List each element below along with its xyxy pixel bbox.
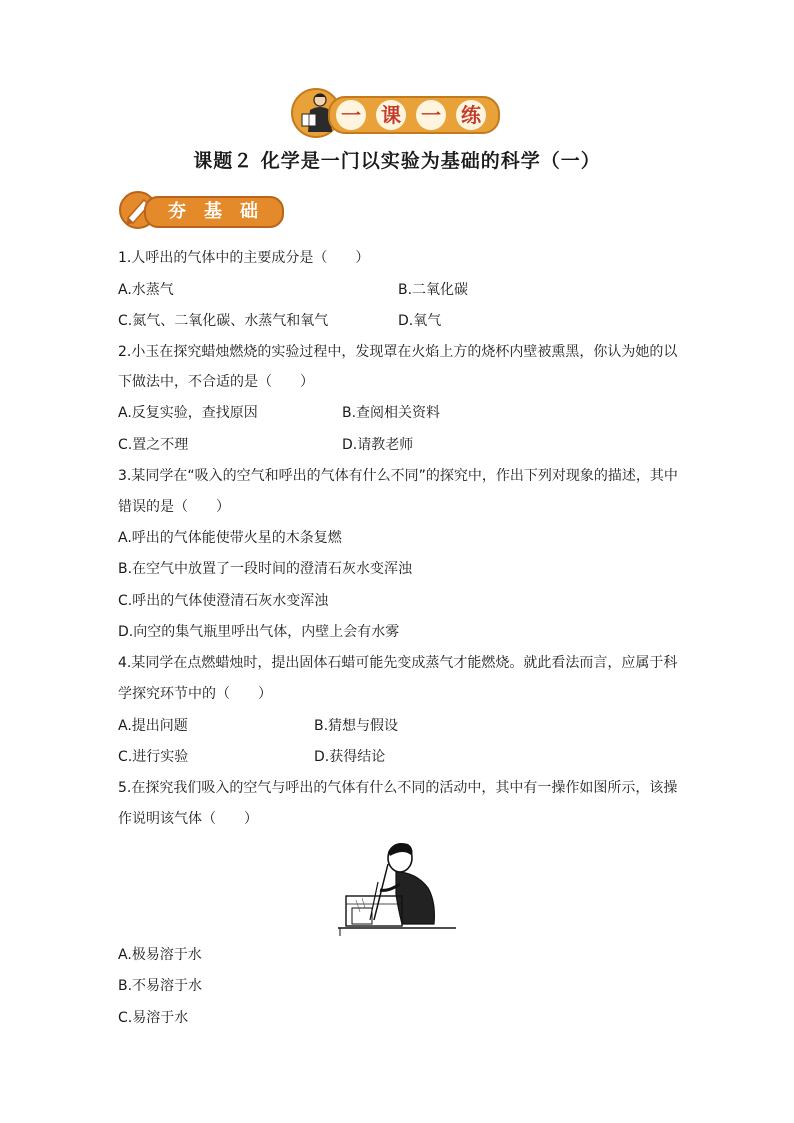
question-stem: 作说明该气体（ ）	[118, 811, 258, 827]
option-b: B.不易溶于水	[118, 978, 203, 994]
banner-bar	[328, 96, 500, 134]
option-b: B.猜想与假设	[314, 718, 399, 734]
option-c: C.置之不理	[118, 437, 189, 453]
page-title: 课题２ 化学是一门以实验为基础的科学（一）	[193, 150, 601, 172]
option-d: D.请教老师	[342, 437, 414, 453]
option-c: C.氮气、二氧化碳、水蒸气和氧气	[118, 313, 329, 329]
option-a: A.水蒸气	[118, 282, 174, 298]
section-char: 础	[240, 201, 258, 222]
option-d: D.向空的集气瓶里呼出气体，内壁上会有水雾	[118, 624, 400, 640]
banner-char: 一	[416, 100, 446, 130]
question-stem: 4.某同学在点燃蜡烛时，提出固体石蜡可能先变成蒸气才能燃烧。就此看法而言，应属于科	[118, 655, 678, 671]
option-c: C.呼出的气体使澄清石灰水变浑浊	[118, 593, 329, 609]
option-b: B.二氧化碳	[398, 282, 469, 298]
breathing-experiment-figure	[338, 838, 458, 942]
section-char: 夯	[168, 201, 186, 222]
question-stem: 错误的是（ ）	[118, 499, 230, 515]
question-stem: 下做法中，不合适的是（ ）	[118, 374, 314, 390]
lesson-banner	[288, 88, 498, 138]
question-stem: 1.人呼出的气体中的主要成分是（ ）	[118, 250, 370, 266]
option-d: D.获得结论	[314, 749, 386, 765]
question-stem: 2.小玉在探究蜡烛燃烧的实验过程中，发现罩在火焰上方的烧杯内壁被熏黑，你认为她的以	[118, 344, 678, 360]
option-a: A.极易溶于水	[118, 947, 202, 963]
option-b: B.在空气中放置了一段时间的澄清石灰水变浑浊	[118, 561, 413, 577]
section-badge	[118, 190, 283, 230]
option-c: C.易溶于水	[118, 1010, 189, 1026]
banner-char: 一	[336, 100, 366, 130]
option-a: A.提出问题	[118, 718, 188, 734]
banner-char: 课	[376, 100, 406, 130]
section-char: 基	[204, 201, 222, 222]
option-a: A.反复实验，查找原因	[118, 405, 258, 421]
banner-char: 练	[456, 100, 486, 130]
question-stem: 5.在探究我们吸入的空气与呼出的气体有什么不同的活动中，其中有一操作如图所示，该操	[118, 780, 678, 796]
option-c: C.进行实验	[118, 749, 189, 765]
question-stem: 3.某同学在“吸入的空气和呼出的气体有什么不同”的探究中，作出下列对现象的描述，其中	[118, 468, 678, 484]
section-badge-bar	[144, 196, 284, 228]
question-stem: 学探究环节中的（ ）	[118, 686, 272, 702]
option-b: B.查阅相关资料	[342, 405, 441, 421]
option-d: D.氧气	[398, 313, 442, 329]
option-a: A.呼出的气体能使带火星的木条复燃	[118, 530, 342, 546]
